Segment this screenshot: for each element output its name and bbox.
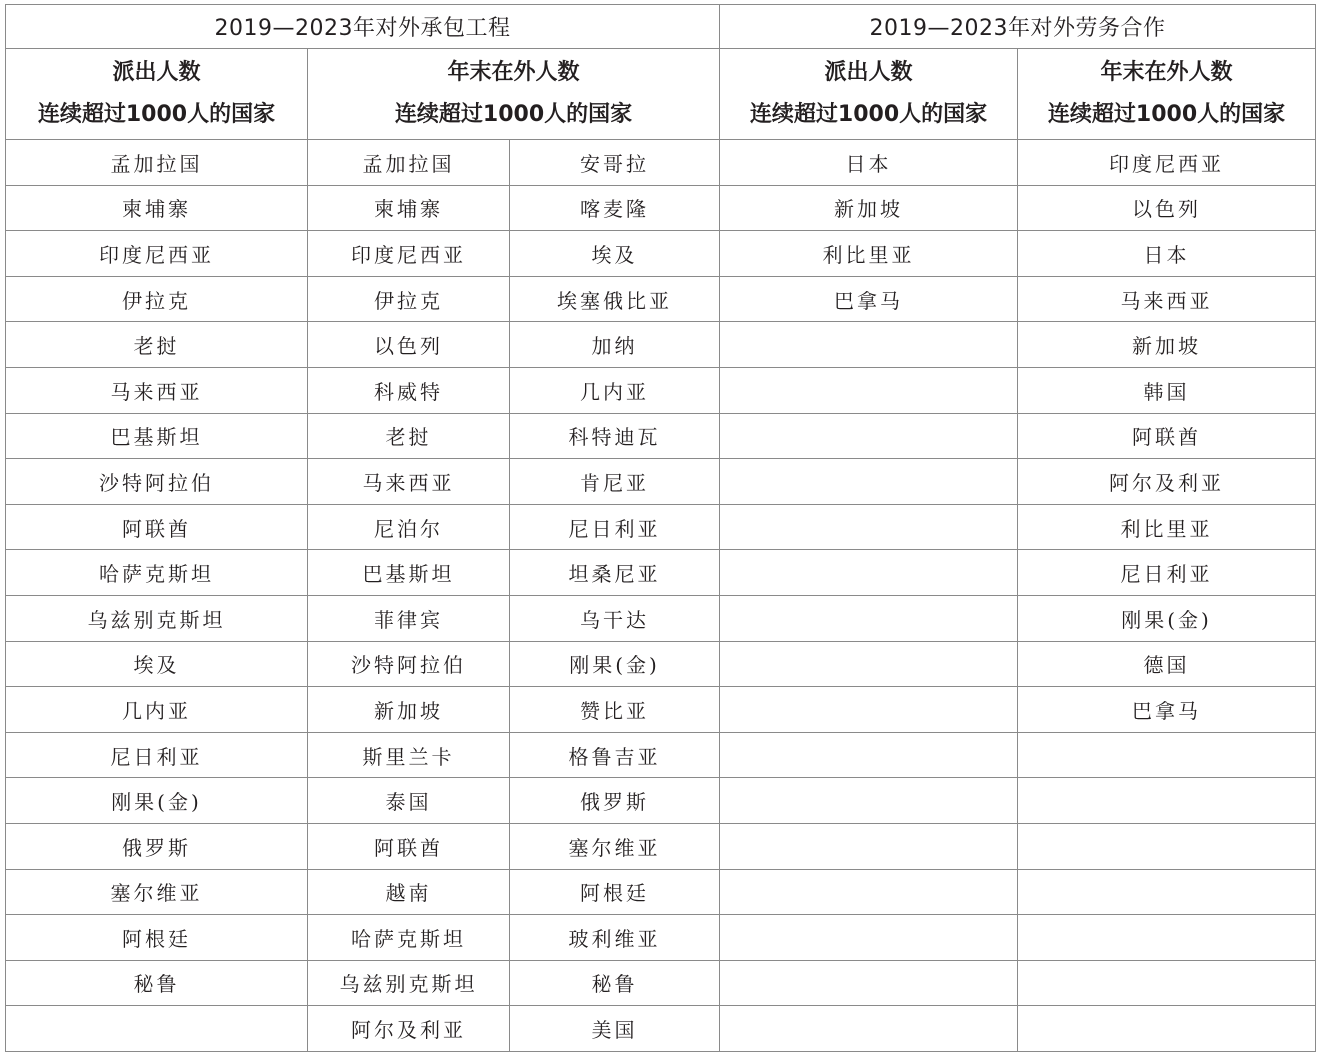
contract-yearend-cell: 斯里兰卡 bbox=[308, 732, 510, 778]
contract-dispatched-cell: 伊拉克 bbox=[6, 276, 308, 322]
labor-yearend-cell bbox=[1018, 778, 1316, 824]
contract-yearend-cell: 科威特 bbox=[308, 367, 510, 413]
labor-dispatched-cell bbox=[720, 504, 1018, 550]
contract-yearend-cell: 越南 bbox=[308, 869, 510, 915]
contract-yearend-cell: 埃塞俄比亚 bbox=[510, 276, 720, 322]
labor-dispatched-cell: 日本 bbox=[720, 140, 1018, 186]
labor-yearend-cell: 利比里亚 bbox=[1018, 504, 1316, 550]
contract-yearend-cell: 孟加拉国 bbox=[308, 140, 510, 186]
contract-dispatched-header bbox=[6, 49, 308, 140]
table-body bbox=[6, 140, 1316, 1052]
labor-yearend-cell: 尼日利亚 bbox=[1018, 550, 1316, 596]
contract-yearend-cell: 美国 bbox=[510, 1006, 720, 1052]
table-row bbox=[6, 231, 1316, 277]
contract-dispatched-cell: 埃及 bbox=[6, 641, 308, 687]
contract-dispatched-cell: 俄罗斯 bbox=[6, 823, 308, 869]
contract-dispatched-cell: 巴基斯坦 bbox=[6, 413, 308, 459]
contract-dispatched-cell: 塞尔维亚 bbox=[6, 869, 308, 915]
contract-dispatched-cell: 几内亚 bbox=[6, 687, 308, 733]
contract-yearend-cell: 尼泊尔 bbox=[308, 504, 510, 550]
labor-dispatched-cell bbox=[720, 915, 1018, 961]
labor-dispatched-cell bbox=[720, 413, 1018, 459]
table-row bbox=[6, 413, 1316, 459]
contract-dispatched-cell: 哈萨克斯坦 bbox=[6, 550, 308, 596]
labor-dispatched-cell: 新加坡 bbox=[720, 185, 1018, 231]
table-row bbox=[6, 550, 1316, 596]
table-row bbox=[6, 1006, 1316, 1052]
labor-dispatched-cell bbox=[720, 687, 1018, 733]
header-line-2: 连续超过1000人的国家 bbox=[749, 102, 988, 127]
contract-yearend-cell: 玻利维亚 bbox=[510, 915, 720, 961]
contract-yearend-cell: 尼日利亚 bbox=[510, 504, 720, 550]
contract-yearend-cell: 坦桑尼亚 bbox=[510, 550, 720, 596]
contract-yearend-cell: 埃及 bbox=[510, 231, 720, 277]
contract-dispatched-cell: 老挝 bbox=[6, 322, 308, 368]
contract-yearend-cell: 加纳 bbox=[510, 322, 720, 368]
contract-dispatched-cell: 阿根廷 bbox=[6, 915, 308, 961]
contract-dispatched-cell: 乌兹别克斯坦 bbox=[6, 595, 308, 641]
contract-yearend-cell: 沙特阿拉伯 bbox=[308, 641, 510, 687]
contract-yearend-cell: 菲律宾 bbox=[308, 595, 510, 641]
labor-yearend-cell: 阿联酋 bbox=[1018, 413, 1316, 459]
table-row bbox=[6, 276, 1316, 322]
contract-yearend-cell: 肯尼亚 bbox=[510, 459, 720, 505]
contract-yearend-cell: 格鲁吉亚 bbox=[510, 732, 720, 778]
labor-dispatched-header bbox=[720, 49, 1018, 140]
table-row bbox=[6, 778, 1316, 824]
contract-dispatched-cell: 孟加拉国 bbox=[6, 140, 308, 186]
labor-title: 2019—2023年对外劳务合作 bbox=[720, 5, 1316, 49]
labor-dispatched-cell bbox=[720, 960, 1018, 1006]
labor-dispatched-cell bbox=[720, 595, 1018, 641]
header-line-2: 连续超过1000人的国家 bbox=[394, 102, 633, 127]
contract-yearend-cell: 乌干达 bbox=[510, 595, 720, 641]
contract-yearend-cell: 阿联酋 bbox=[308, 823, 510, 869]
labor-yearend-cell bbox=[1018, 732, 1316, 778]
labor-yearend-cell bbox=[1018, 915, 1316, 961]
contract-yearend-cell: 阿根廷 bbox=[510, 869, 720, 915]
labor-dispatched-cell bbox=[720, 550, 1018, 596]
table-row bbox=[6, 367, 1316, 413]
table-row bbox=[6, 322, 1316, 368]
labor-dispatched-cell bbox=[720, 869, 1018, 915]
contract-dispatched-cell: 柬埔寨 bbox=[6, 185, 308, 231]
contract-dispatched-cell bbox=[6, 1006, 308, 1052]
table-row bbox=[6, 732, 1316, 778]
header-line-2: 连续超过1000人的国家 bbox=[37, 102, 276, 127]
labor-yearend-cell: 德国 bbox=[1018, 641, 1316, 687]
table-row bbox=[6, 641, 1316, 687]
contract-dispatched-cell: 刚果(金) bbox=[6, 778, 308, 824]
labor-dispatched-cell bbox=[720, 823, 1018, 869]
header-line-1: 派出人数 bbox=[112, 60, 201, 85]
labor-yearend-cell: 马来西亚 bbox=[1018, 276, 1316, 322]
labor-yearend-cell: 韩国 bbox=[1018, 367, 1316, 413]
contract-yearend-cell: 阿尔及利亚 bbox=[308, 1006, 510, 1052]
labor-yearend-cell bbox=[1018, 869, 1316, 915]
labor-yearend-cell: 日本 bbox=[1018, 231, 1316, 277]
table-row bbox=[6, 140, 1316, 186]
table-row bbox=[6, 915, 1316, 961]
labor-yearend-cell bbox=[1018, 960, 1316, 1006]
labor-dispatched-cell bbox=[720, 322, 1018, 368]
contract-yearend-cell: 泰国 bbox=[308, 778, 510, 824]
contract-yearend-cell: 柬埔寨 bbox=[308, 185, 510, 231]
header-row bbox=[6, 49, 1316, 140]
header-line-1: 派出人数 bbox=[824, 60, 913, 85]
table-row bbox=[6, 504, 1316, 550]
contract-dispatched-cell: 阿联酋 bbox=[6, 504, 308, 550]
contract-yearend-cell: 秘鲁 bbox=[510, 960, 720, 1006]
contract-yearend-cell: 老挝 bbox=[308, 413, 510, 459]
contract-yearend-cell: 俄罗斯 bbox=[510, 778, 720, 824]
labor-yearend-cell: 巴拿马 bbox=[1018, 687, 1316, 733]
labor-dispatched-cell bbox=[720, 732, 1018, 778]
labor-yearend-cell bbox=[1018, 1006, 1316, 1052]
labor-yearend-cell: 阿尔及利亚 bbox=[1018, 459, 1316, 505]
contract-dispatched-cell: 沙特阿拉伯 bbox=[6, 459, 308, 505]
labor-yearend-cell: 刚果(金) bbox=[1018, 595, 1316, 641]
contract-yearend-cell: 赞比亚 bbox=[510, 687, 720, 733]
labor-yearend-cell: 新加坡 bbox=[1018, 322, 1316, 368]
header-line-1: 年末在外人数 bbox=[1100, 60, 1233, 85]
labor-yearend-cell bbox=[1018, 823, 1316, 869]
contract-yearend-cell: 印度尼西亚 bbox=[308, 231, 510, 277]
contract-yearend-cell: 伊拉克 bbox=[308, 276, 510, 322]
contract-yearend-cell: 巴基斯坦 bbox=[308, 550, 510, 596]
contract-dispatched-cell: 印度尼西亚 bbox=[6, 231, 308, 277]
labor-yearend-cell: 以色列 bbox=[1018, 185, 1316, 231]
contract-yearend-cell: 哈萨克斯坦 bbox=[308, 915, 510, 961]
table-row bbox=[6, 960, 1316, 1006]
contract-yearend-cell: 马来西亚 bbox=[308, 459, 510, 505]
contract-yearend-cell: 科特迪瓦 bbox=[510, 413, 720, 459]
labor-dispatched-cell: 巴拿马 bbox=[720, 276, 1018, 322]
labor-yearend-cell: 印度尼西亚 bbox=[1018, 140, 1316, 186]
labor-dispatched-cell bbox=[720, 459, 1018, 505]
labor-yearend-header bbox=[1018, 49, 1316, 140]
header-line-1: 年末在外人数 bbox=[447, 60, 580, 85]
contract-yearend-cell: 以色列 bbox=[308, 322, 510, 368]
contract-title: 2019—2023年对外承包工程 bbox=[6, 5, 720, 49]
contract-yearend-cell: 几内亚 bbox=[510, 367, 720, 413]
table-row bbox=[6, 185, 1316, 231]
labor-dispatched-cell bbox=[720, 778, 1018, 824]
table-row bbox=[6, 459, 1316, 505]
table-row bbox=[6, 823, 1316, 869]
labor-dispatched-cell: 利比里亚 bbox=[720, 231, 1018, 277]
labor-dispatched-cell bbox=[720, 1006, 1018, 1052]
contract-dispatched-cell: 尼日利亚 bbox=[6, 732, 308, 778]
contract-dispatched-cell: 秘鲁 bbox=[6, 960, 308, 1006]
table-row bbox=[6, 687, 1316, 733]
contract-yearend-cell: 乌兹别克斯坦 bbox=[308, 960, 510, 1006]
labor-dispatched-cell bbox=[720, 641, 1018, 687]
contract-yearend-header bbox=[308, 49, 720, 140]
contract-yearend-cell: 刚果(金) bbox=[510, 641, 720, 687]
contract-yearend-cell: 塞尔维亚 bbox=[510, 823, 720, 869]
contract-yearend-cell: 喀麦隆 bbox=[510, 185, 720, 231]
title-row bbox=[6, 5, 1316, 49]
contract-dispatched-cell: 马来西亚 bbox=[6, 367, 308, 413]
table-row bbox=[6, 595, 1316, 641]
country-table bbox=[5, 4, 1316, 1052]
contract-yearend-cell: 安哥拉 bbox=[510, 140, 720, 186]
table-row bbox=[6, 869, 1316, 915]
contract-yearend-cell: 新加坡 bbox=[308, 687, 510, 733]
header-line-2: 连续超过1000人的国家 bbox=[1047, 102, 1286, 127]
labor-dispatched-cell bbox=[720, 367, 1018, 413]
